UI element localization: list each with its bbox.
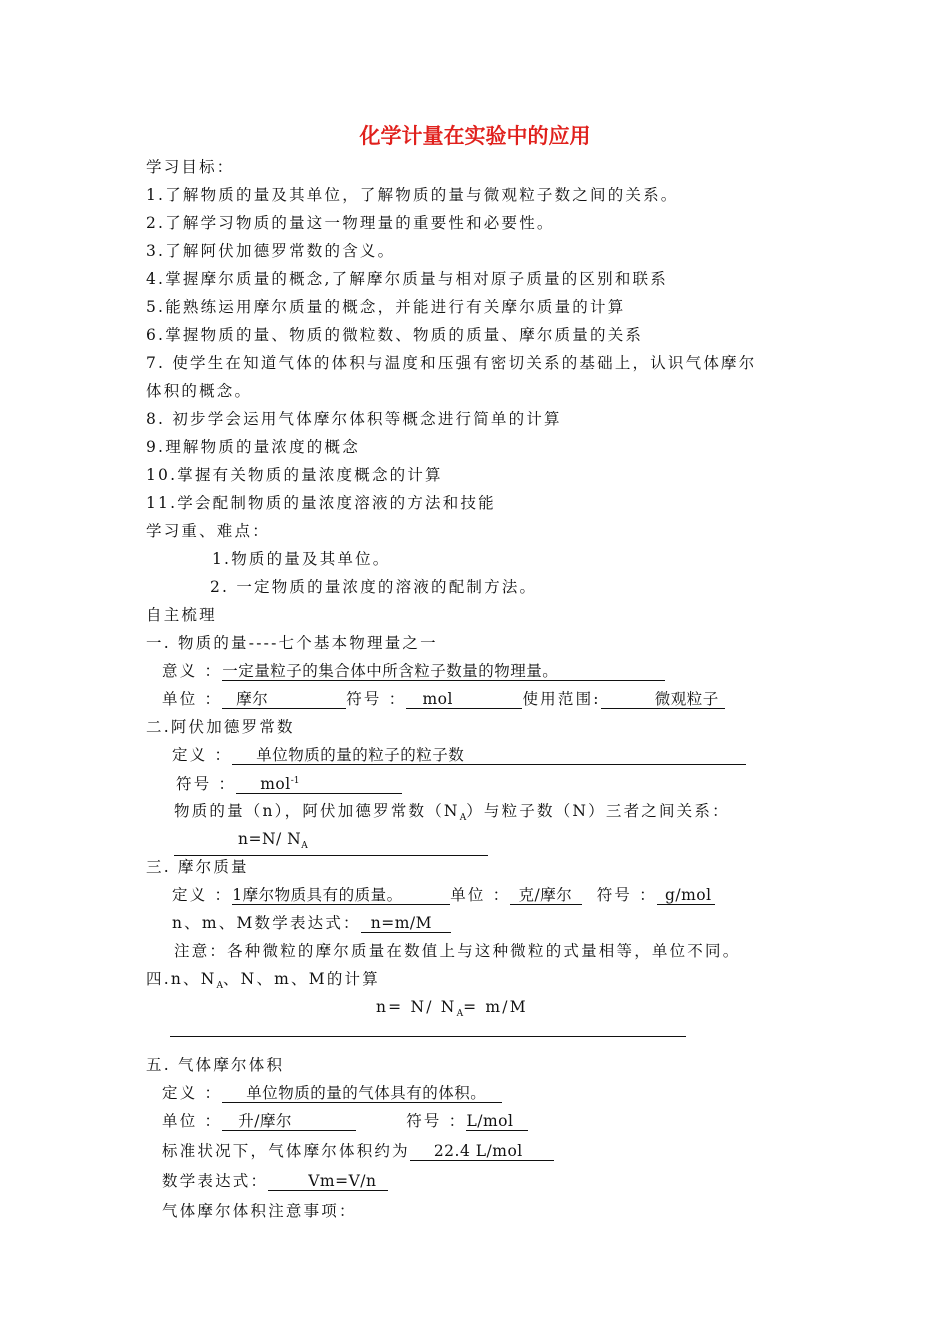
- objective-item: 5.能熟练运用摩尔质量的概念，并能进行有关摩尔质量的计算: [146, 298, 626, 316]
- s3-expr-value: n=m/M: [361, 914, 451, 933]
- s5-unit-value: 升/摩尔: [222, 1112, 356, 1131]
- s5-expr-label: 数学表达式：: [162, 1172, 269, 1190]
- objective-item: 10.掌握有关物质的量浓度概念的计算: [146, 466, 443, 484]
- s2-symbol-sup: -1: [290, 776, 300, 786]
- s3-def-value: 1摩尔物质具有的质量。: [232, 886, 450, 905]
- s3-def-label: 定义 ：: [172, 886, 233, 904]
- objective-item-cont: 体积的概念。: [146, 382, 253, 400]
- s5-symbol-label: 符号 ：: [406, 1112, 467, 1130]
- key-points-heading: 学习重、难点：: [146, 522, 270, 540]
- s4-formula-sub: A: [456, 1009, 464, 1020]
- s3-note: 注意：各种微粒的摩尔质量在数值上与这种微粒的式量相等，单位不同。: [174, 942, 741, 960]
- objective-item: 7. 使学生在知道气体的体积与温度和压强有密切关系的基础上，认识气体摩尔: [146, 354, 757, 372]
- s2-formula-row: [174, 828, 488, 856]
- objective-item: 9.理解物质的量浓度的概念: [146, 438, 360, 456]
- s5-symbol-value: L/mol: [466, 1112, 528, 1131]
- s4-formula-b: = m/M: [463, 998, 528, 1016]
- s5-std-value: 22.4 L/mol: [410, 1142, 554, 1161]
- key-point: 2. 一定物质的量浓度的溶液的配制方法。: [210, 578, 538, 596]
- s2-symbol-row: [176, 772, 402, 795]
- s5-std-label: 标准状况下，气体摩尔体积约为: [162, 1142, 410, 1160]
- objective-item: 3.了解阿伏加德罗常数的含义。: [146, 242, 396, 260]
- s1-unit-value: 摩尔: [222, 690, 346, 709]
- s4-heading-sub: A: [216, 981, 223, 992]
- s2-definition-row: [172, 744, 746, 766]
- s3-symbol-value: g/mol: [657, 886, 715, 905]
- section-4-heading: [146, 968, 380, 997]
- objective-item: 8. 初步学会运用气体摩尔体积等概念进行简单的计算: [146, 410, 562, 428]
- s1-def-label: 意义 ：: [162, 662, 223, 680]
- s5-definition-row: [162, 1082, 502, 1104]
- s5-def-label: 定义 ：: [162, 1084, 223, 1102]
- s5-def-value: 单位物质的量的气体具有的体积。: [222, 1084, 502, 1103]
- s2-formula: n=N/ N: [238, 830, 302, 848]
- page-title: 化学计量在实验中的应用: [359, 124, 591, 148]
- s5-unit-row: [162, 1110, 528, 1132]
- s3-definition-row: [172, 884, 715, 906]
- s2-symbol-label: 符号 ：: [176, 775, 237, 794]
- s1-symbol-label: 符号 ：: [346, 690, 407, 708]
- s3-expression-row: [172, 912, 451, 934]
- section-1-heading: 一. 物质的量----七个基本物理量之一: [146, 634, 438, 652]
- s4-formula-a: n= N/ N: [376, 998, 457, 1016]
- objective-item: 11.学会配制物质的量浓度溶液的方法和技能: [146, 494, 496, 512]
- s2-relation-row: [174, 800, 730, 829]
- s2-relation-text: 物质的量（n），阿伏加德罗常数（N: [174, 802, 460, 820]
- s1-definition-row: [162, 660, 665, 682]
- objective-item: 4.掌握摩尔质量的概念,了解摩尔质量与相对原子质量的区别和联系: [146, 270, 668, 288]
- s5-notes-label: 气体摩尔体积注意事项：: [162, 1202, 357, 1220]
- s3-unit-value: 克/摩尔: [510, 886, 582, 905]
- objective-item: 1.了解物质的量及其单位，了解物质的量与微观粒子数之间的关系。: [146, 186, 679, 204]
- s1-scope-label: 使用范围:: [522, 690, 601, 708]
- objectives-heading: 学习目标：: [146, 158, 235, 176]
- section-3-heading: 三. 摩尔质量: [146, 858, 249, 876]
- s2-formula-sub: A: [301, 841, 308, 852]
- self-study-heading: 自主梳理: [146, 606, 217, 624]
- section-5-heading: 五. 气体摩尔体积: [146, 1056, 285, 1074]
- s2-def-label: 定义 ：: [172, 746, 233, 764]
- s5-expression-row: [162, 1170, 388, 1192]
- s5-unit-label: 单位 ：: [162, 1112, 223, 1130]
- s1-scope-value: 微观粒子: [601, 690, 725, 709]
- s2-def-value: 单位物质的量的粒子的粒子数: [232, 746, 746, 765]
- s4-heading-b: 、N、m、M的计算: [222, 970, 380, 988]
- s2-relation-text2: ）与粒子数（N）三者之间关系：: [466, 802, 730, 820]
- s1-unit-label: 单位 ：: [162, 690, 223, 708]
- s1-unit-row: [162, 688, 725, 710]
- key-point: 1.物质的量及其单位。: [212, 550, 391, 568]
- s2-relation-sub: A: [459, 813, 467, 824]
- s5-expr-value: Vm=V/n: [268, 1172, 388, 1191]
- objective-item: 2.了解学习物质的量这一物理量的重要性和必要性。: [146, 214, 555, 232]
- objective-item: 6.掌握物质的量、物质的微粒数、物质的质量、摩尔质量的关系: [146, 326, 644, 344]
- section-2-heading: 二.阿伏加德罗常数: [146, 718, 295, 736]
- s5-standard-row: [162, 1140, 554, 1162]
- answer-line: [170, 1036, 686, 1037]
- s2-symbol-value: mol: [260, 775, 291, 794]
- s1-symbol-value: mol: [406, 690, 522, 709]
- s3-expr-label: n、m、M数学表达式：: [172, 914, 361, 932]
- s4-formula: [376, 996, 528, 1025]
- s4-heading-a: 四.n、N: [146, 970, 217, 988]
- s1-def-value: 一定量粒子的集合体中所含粒子数量的物理量。: [222, 662, 665, 681]
- s3-symbol-label: 符号 ：: [596, 886, 657, 904]
- s3-unit-label: 单位 ：: [450, 886, 511, 904]
